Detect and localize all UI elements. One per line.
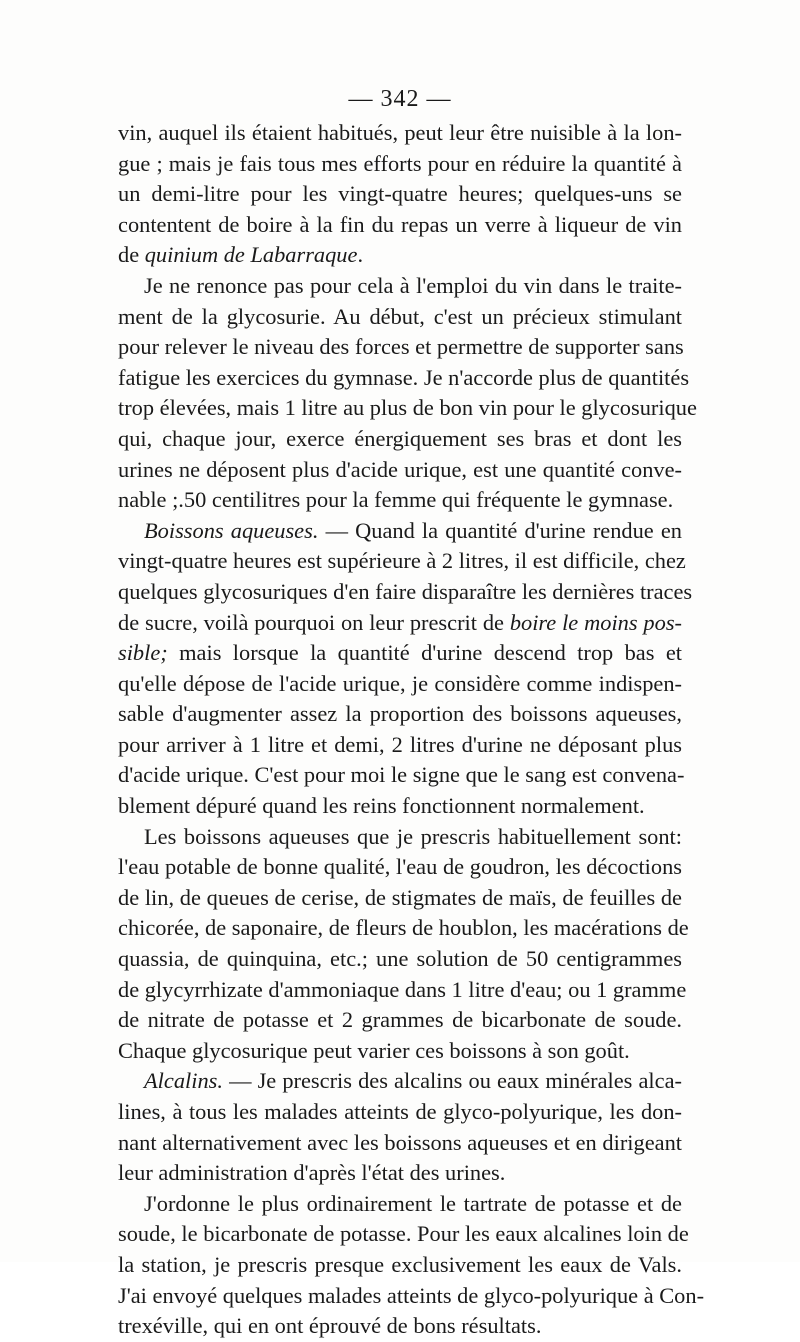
text-line: quassia, de quinquina, etc.; une solution de 50 centigrammes xyxy=(118,946,682,972)
paragraph xyxy=(118,1066,682,1188)
text-line: lines, à tous les malades atteints de glyco-polyurique, les don- xyxy=(118,1099,682,1124)
text-line: de glycyrrhizate d'ammoniaque dans 1 litre d'eau; ou 1 gramme xyxy=(118,976,687,1002)
text-line: sible; mais lorsque la quantité d'urine descend trop bas et xyxy=(118,640,682,666)
text-line: ment de la glycosurie. Au début, c'est un précieux stimulant xyxy=(118,303,682,329)
text-line: contentent de boire à la fin du repas un verre à liqueur de vin xyxy=(118,211,682,237)
text-line: blement dépuré quand les reins fonctionnent normalement. xyxy=(118,793,645,819)
text-line: pour relever le niveau des forces et permettre de supporter sans xyxy=(118,334,684,360)
text-line: gue ; mais je fais tous mes efforts pour en réduire la quantité à xyxy=(118,150,682,176)
text-line: vingt-quatre heures est supérieure à 2 litres, il est difficile, chez xyxy=(118,548,686,574)
text-line: vin, auquel ils étaient habitués, peut leur être nuisible à la lon- xyxy=(118,120,682,145)
text-line: Les boissons aqueuses que je prescris habituellement sont: xyxy=(144,823,682,849)
text-line: trexéville, qui en ont éprouvé de bons résultats. xyxy=(118,1313,542,1339)
text-line: quelques glycosuriques d'en faire disparaître les dernières traces xyxy=(118,578,693,604)
text-line: l'eau potable de bonne qualité, l'eau de goudron, les décoctions xyxy=(118,854,682,880)
text-line: sable d'augmenter assez la proportion des boissons aqueuses, xyxy=(118,701,682,727)
paragraph xyxy=(118,118,682,271)
text-line: chicorée, de saponaire, de fleurs de houblon, les macérations de xyxy=(118,915,689,941)
text-line: trop élevées, mais 1 litre au plus de bon vin pour le glycosurique xyxy=(118,395,697,421)
paragraph xyxy=(118,271,697,516)
text-line: nable ;.50 centilitres pour la femme qui fréquente le gymnase. xyxy=(118,487,674,513)
text-line: qui, chaque jour, exerce énergiquement ses bras et dont les xyxy=(118,425,682,451)
body-text xyxy=(118,118,705,1342)
text-line: un demi-litre pour les vingt-quatre heures; quelques-uns se xyxy=(118,181,682,207)
paragraph xyxy=(118,516,693,822)
text-line: urines ne déposent plus d'acide urique, est une quantité conve- xyxy=(118,456,682,482)
paragraph xyxy=(118,1189,705,1342)
text-line: de nitrate de potasse et 2 grammes de bicarbonate de soude. xyxy=(118,1007,682,1033)
text-line: leur administration d'après l'état des urines. xyxy=(118,1160,506,1186)
text-line: J'ai envoyé quelques malades atteints de glyco-polyurique à Con- xyxy=(118,1282,705,1308)
section-heading: Alcalins. xyxy=(144,1068,223,1094)
text-line: nant alternativement avec les boissons aqueuses et en dirigeant xyxy=(118,1129,682,1155)
text-line: d'acide urique. C'est pour moi le signe que le sang est convena- xyxy=(118,762,685,788)
text-line: Chaque glycosurique peut varier ces boissons à son goût. xyxy=(118,1037,630,1063)
text-line: la station, je prescris presque exclusivement les eaux de Vals. xyxy=(118,1251,682,1277)
text-line: J'ordonne le plus ordinairement le tartrate de potasse et de xyxy=(144,1190,682,1216)
paragraph xyxy=(118,822,689,1067)
italic-term: boire le moins pos- xyxy=(509,609,682,635)
italic-term: sible; xyxy=(118,640,168,666)
text-line: qu'elle dépose de l'acide urique, je considère comme indispen- xyxy=(118,670,682,696)
text-line: de lin, de queues de cerise, de stigmates de maïs, de feuilles de xyxy=(118,884,682,910)
text-line: Je ne renonce pas pour cela à l'emploi du vin dans le traite- xyxy=(144,272,682,298)
text-line: de quinium de Labarraque. xyxy=(118,242,364,268)
text-line: fatigue les exercices du gymnase. Je n'accorde plus de quantités xyxy=(118,364,690,390)
text-line: Alcalins. — Je prescris des alcalins ou eaux minérales alca- xyxy=(144,1068,682,1094)
text-line: soude, le bicarbonate de potasse. Pour les eaux alcalines loin de xyxy=(118,1221,689,1247)
text-line: pour arriver à 1 litre et demi, 2 litres d'urine ne déposant plus xyxy=(118,731,682,757)
page-number: — 342 — xyxy=(348,86,452,112)
italic-term: quinium de Labarraque xyxy=(144,242,358,268)
text-line: de sucre, voilà pourquoi on leur prescrit de boire le moins pos- xyxy=(118,609,682,635)
text-line: Boissons aqueuses. — Quand la quantité d'urine rendue en xyxy=(144,517,682,543)
section-heading: Boissons aqueuses. xyxy=(144,517,319,543)
